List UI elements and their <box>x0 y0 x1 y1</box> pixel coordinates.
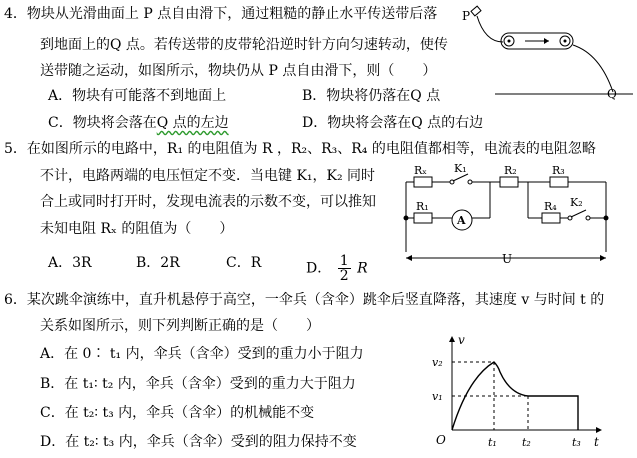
q5-stem-line4: 未知电阻 Rₓ 的阻值为（ ） <box>40 221 234 237</box>
fall-trajectory <box>573 45 613 92</box>
q4-stem-line2: 到地面上的Q 点。若传送带的皮带轮沿逆时针方向匀速转动，使传 <box>40 37 448 53</box>
conveyor-figure <box>455 2 635 102</box>
q6-option-d: D．在 t₂∶ t₃ 内，伞兵（含伞）受到的阻力保持不变 <box>40 434 357 450</box>
label-v1: v₁ <box>432 390 443 403</box>
q4-option-c-prefix: C．物块将会落在 <box>48 115 157 131</box>
q4-stem-line3: 送带随之运动，如图所示，物块仍从 P 点自由滑下，则（ ） <box>40 63 437 79</box>
resistor-r1 <box>414 213 432 223</box>
fraction-numerator: 1 <box>339 253 349 269</box>
q5-option-b: B．2R <box>136 255 180 271</box>
fraction-denominator: 2 <box>339 268 349 284</box>
label-k1: K₁ <box>454 162 467 175</box>
curved-slope <box>477 16 503 42</box>
q4-option-b: B．物块将仍落在Q 点 <box>302 88 441 104</box>
resistor-rx <box>414 177 432 187</box>
q5-stem-line1: 5．在如图所示的电路中，R₁ 的电阻值为 R ，R₂、R₃、R₄ 的电阻值都相等，电流表的电阻忽略 <box>4 141 596 157</box>
label-k2: K₂ <box>570 196 583 209</box>
velocity-time-graph <box>428 334 608 456</box>
q6-stem-line1: 6．某次跳伞演练中，直升机悬停于高空，一伞兵（含伞）跳伞后竖直降落，其速度 v 与时间 t 的 <box>4 292 605 308</box>
q4-option-a: A．物块有可能落不到地面上 <box>48 88 227 104</box>
q4-option-c-wavy: Q 点的左边 <box>156 115 229 131</box>
label-ammeter: A <box>457 214 466 227</box>
q5-option-d <box>306 254 368 283</box>
label-v2: v₂ <box>432 356 443 369</box>
label-origin: O <box>436 433 446 447</box>
q6-option-b: B．在 t₁∶ t₂ 内，伞兵（含伞）受到的重力大于阻力 <box>40 376 356 392</box>
q6-stem-line2: 关系如图所示，则下列判断正确的是（ ） <box>40 318 320 334</box>
q6-option-a: A．在 0∶ t₁ 内，伞兵（含伞）受到的重力小于阻力 <box>40 346 364 362</box>
q5-option-a: A．3R <box>48 255 92 271</box>
label-t3: t₃ <box>572 436 581 449</box>
q5-option-c: C．R <box>226 255 262 271</box>
resistor-r3 <box>550 177 568 187</box>
switch-k1 <box>453 174 468 181</box>
conveyor-label-p: P <box>462 9 471 23</box>
label-t-axis: t <box>594 435 599 449</box>
conveyor-label-q: Q <box>607 87 617 101</box>
switch-k2 <box>571 210 586 217</box>
q5-stem-line2: 不计，电路两端的电压恒定不变．当电键 K₁，K₂ 同时 <box>40 168 376 184</box>
q4-option-c <box>48 114 229 132</box>
label-v-axis: v <box>458 334 465 347</box>
label-t2: t₂ <box>522 436 531 449</box>
q6-option-c: C．在 t₂∶ t₃ 内，伞兵（含伞）的机械能不变 <box>40 405 315 421</box>
resistor-r2 <box>500 177 518 187</box>
q5-option-d-prefix: D． <box>306 260 332 277</box>
circuit-diagram <box>400 160 625 272</box>
label-r4: R₄ <box>544 200 557 213</box>
q4-stem-line1: 4．物块从光滑曲面上 P 点自由滑下，通过粗糙的静止水平传送带后落 <box>4 6 438 22</box>
label-r1: R₁ <box>416 200 429 213</box>
q5-option-d-variable: R <box>357 260 368 277</box>
label-t1: t₁ <box>488 436 497 449</box>
label-r3: R₃ <box>552 164 565 177</box>
label-u: U <box>502 252 513 266</box>
fraction <box>338 254 351 283</box>
label-rx: Rₓ <box>414 164 427 177</box>
resistor-r4 <box>542 213 560 223</box>
label-r2: R₂ <box>504 164 517 177</box>
block-icon <box>471 6 481 16</box>
q5-stem-line3: 合上或同时打开时，发现电流表的示数不变，可以推知 <box>40 194 376 210</box>
q4-option-d: D．物块将会落在Q 点的右边 <box>302 115 484 131</box>
